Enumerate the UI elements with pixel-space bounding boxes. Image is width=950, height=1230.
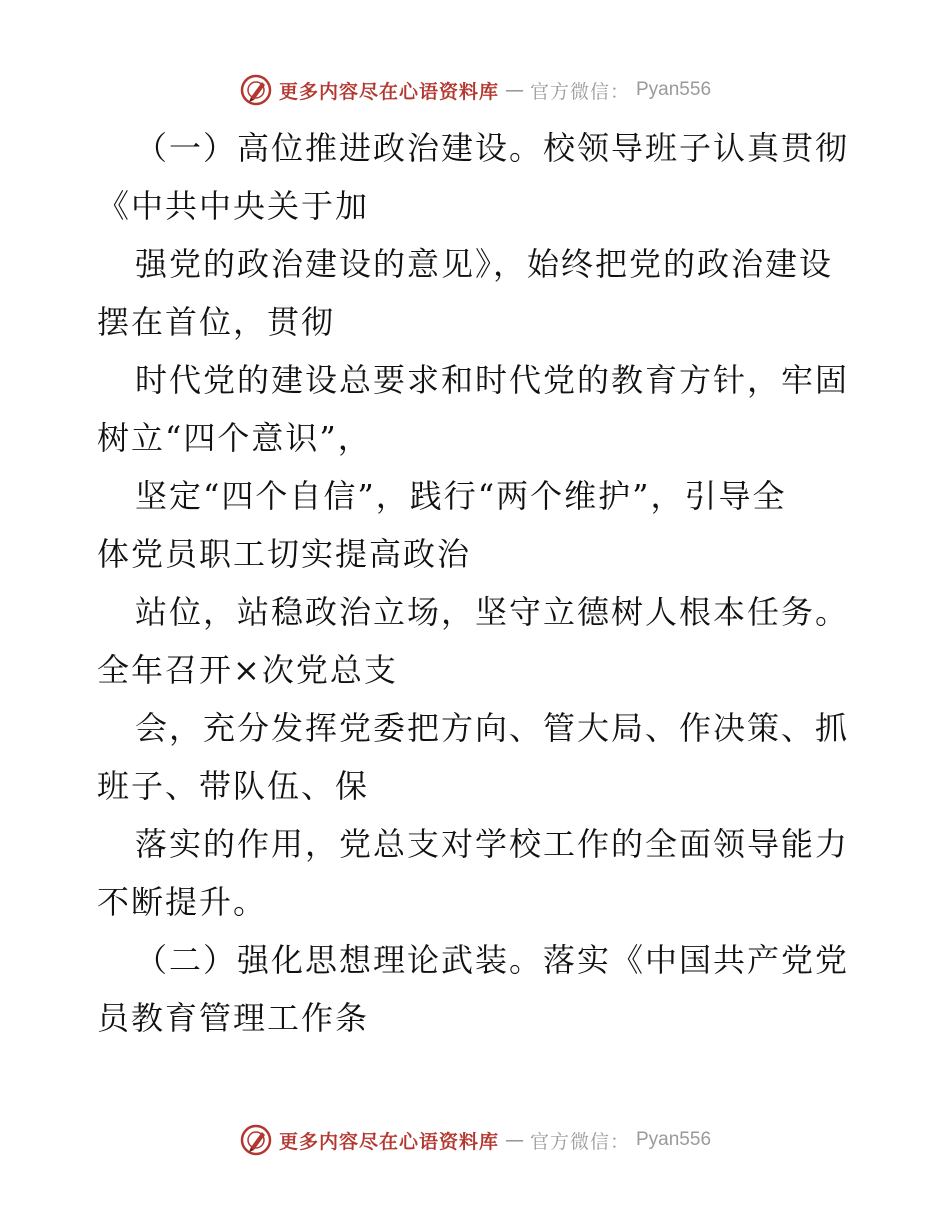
text-line: 会，充分发挥党委把方向、管大局、作决策、抓 bbox=[135, 709, 850, 747]
pen-logo-icon bbox=[239, 73, 273, 107]
text-line: 落实的作用，党总支对学校工作的全面领导能力 bbox=[135, 825, 850, 863]
text-line: 员教育管理工作条 bbox=[97, 999, 370, 1037]
text-line: 摆在首位，贯彻 bbox=[97, 303, 336, 341]
text-line: 体党员职工切实提高政治 bbox=[97, 535, 472, 573]
text-line: 不断提升。 bbox=[97, 883, 268, 921]
text-line: （二）强化思想理论武装。落实《中国共产党党 bbox=[135, 941, 850, 979]
text-line: 强党的政治建设的意见》，始终把党的政治建设 bbox=[135, 245, 834, 283]
watermark-dash: — bbox=[504, 79, 524, 101]
watermark-banner-top bbox=[0, 70, 950, 110]
watermark-dash: — bbox=[504, 1129, 524, 1151]
watermark-main-text: 更多内容尽在心语资料库 bbox=[278, 80, 499, 103]
watermark-main-text: 更多内容尽在心语资料库 bbox=[278, 1130, 499, 1153]
watermark-sub-text: 官方微信： bbox=[529, 1130, 630, 1153]
text-line: 树立“四个意识”， bbox=[97, 419, 372, 457]
watermark-id-text: Pyan556 bbox=[636, 79, 712, 100]
text-line: 坚定“四个自信”，践行“两个维护”，引导全 bbox=[135, 477, 787, 515]
text-line: 《中共中央关于加 bbox=[97, 187, 370, 225]
document-body bbox=[97, 119, 857, 1047]
text-line: 班子、带队伍、保 bbox=[97, 767, 370, 805]
watermark-id-text: Pyan556 bbox=[636, 1129, 712, 1150]
pen-logo-icon bbox=[239, 1123, 273, 1157]
text-line: 时代党的建设总要求和时代党的教育方针，牢固 bbox=[135, 361, 850, 399]
text-line: 全年召开×次党总支 bbox=[97, 651, 398, 689]
watermark-banner-bottom bbox=[0, 1120, 950, 1160]
watermark-sub-text: 官方微信： bbox=[529, 80, 630, 103]
text-line: 站位，站稳政治立场，坚守立德树人根本任务。 bbox=[135, 593, 850, 631]
text-line: （一）高位推进政治建设。校领导班子认真贯彻 bbox=[135, 129, 850, 167]
